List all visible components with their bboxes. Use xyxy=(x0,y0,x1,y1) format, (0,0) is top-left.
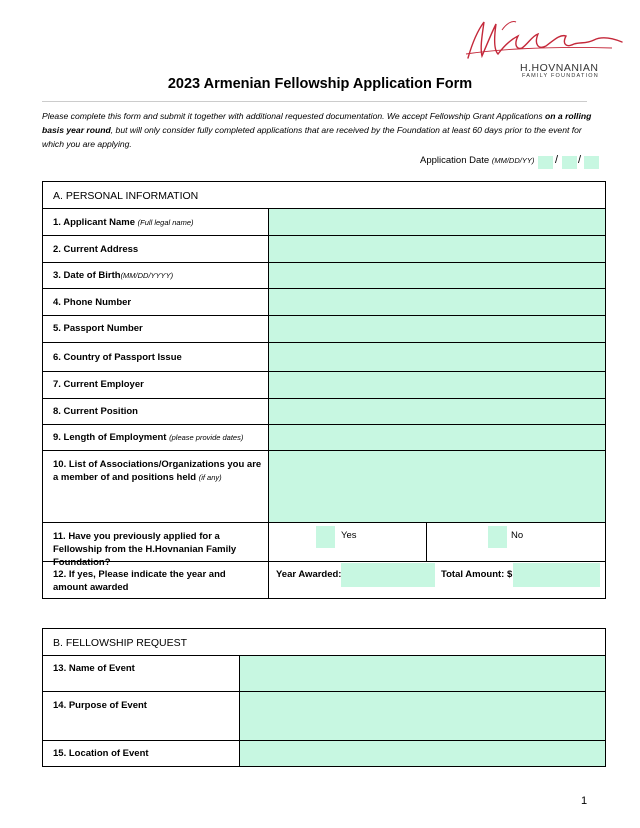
field-hint: (please provide dates) xyxy=(169,433,244,442)
signature-icon xyxy=(462,14,626,64)
no-checkbox[interactable] xyxy=(488,526,507,548)
application-date-text: Application Date xyxy=(420,155,490,166)
foundation-logo xyxy=(462,14,626,78)
field-hint: (Full legal name) xyxy=(137,218,194,227)
current-employer-input[interactable] xyxy=(269,372,605,398)
phone-number-input[interactable] xyxy=(269,289,605,315)
no-label: No xyxy=(511,530,524,541)
application-date-month-input[interactable] xyxy=(538,156,553,169)
yes-checkbox[interactable] xyxy=(316,526,335,548)
total-amount-input[interactable] xyxy=(513,563,600,587)
section-fellowship-request xyxy=(42,628,606,767)
year-awarded-label: Year Awarded: xyxy=(276,569,342,580)
row-country-of-passport xyxy=(43,342,605,371)
page-number: 1 xyxy=(581,795,588,807)
row-length-of-employment xyxy=(43,424,605,450)
field-label: 2. Current Address xyxy=(53,244,139,255)
intro-text xyxy=(42,109,592,151)
intro-bold: on a rolling basis year round xyxy=(42,111,592,135)
field-label: 13. Name of Event xyxy=(53,663,135,674)
current-address-input[interactable] xyxy=(269,236,605,262)
date-of-birth-input[interactable] xyxy=(269,263,605,288)
field-label: 11. Have you previously applied for a Fellowship from the H.Hovnanian Family Foundation? xyxy=(53,531,237,568)
row-phone-number xyxy=(43,288,605,315)
field-hint: (if any) xyxy=(198,473,222,482)
logo-subtitle: FAMILY FOUNDATION xyxy=(522,73,599,79)
row-name-of-event xyxy=(43,655,605,691)
field-label: 4. Phone Number xyxy=(53,297,132,308)
applicant-name-input[interactable] xyxy=(269,209,605,235)
field-label: 14. Purpose of Event xyxy=(53,700,147,711)
row-date-of-birth xyxy=(43,262,605,288)
field-label: 1. Applicant Name xyxy=(53,217,136,228)
passport-number-input[interactable] xyxy=(269,316,605,342)
current-position-input[interactable] xyxy=(269,399,605,424)
row-passport-number xyxy=(43,315,605,342)
page-title: 2023 Armenian Fellowship Application Form xyxy=(167,76,473,92)
row-current-address xyxy=(43,235,605,262)
application-date-label xyxy=(420,155,534,166)
field-label: 5. Passport Number xyxy=(53,323,143,334)
date-separator: / xyxy=(578,154,582,166)
row-current-position xyxy=(43,398,605,424)
application-date-year-input[interactable] xyxy=(584,156,599,169)
intro-part-1: Please complete this form and submit it together with additional requested documentation. We accept Fellowship Grant Applications xyxy=(42,111,546,121)
row-applicant-name xyxy=(43,208,605,235)
intro-part-2: , but will only consider fully completed applications that are received by the Foundation at least 60 days prior to the event for which you are applying. xyxy=(42,125,582,149)
row-previous-application xyxy=(43,522,605,568)
column-divider xyxy=(426,523,427,561)
row-year-amount-awarded xyxy=(43,561,605,598)
row-location-of-event xyxy=(43,740,605,766)
row-current-employer xyxy=(43,371,605,398)
row-associations xyxy=(43,450,605,522)
total-amount-label: Total Amount: $ xyxy=(441,569,513,580)
length-of-employment-input[interactable] xyxy=(269,425,605,450)
field-label: 7. Current Employer xyxy=(53,379,144,390)
application-date-format: (MM/DD/YY) xyxy=(491,156,535,165)
location-of-event-input[interactable] xyxy=(240,741,605,766)
field-hint: (MM/DD/YYYY) xyxy=(120,271,174,280)
country-of-passport-input[interactable] xyxy=(269,343,605,371)
year-awarded-input[interactable] xyxy=(341,563,435,587)
date-separator: / xyxy=(555,154,559,166)
field-label: 6. Country of Passport Issue xyxy=(53,352,182,363)
field-label: 8. Current Position xyxy=(53,406,138,417)
name-of-event-input[interactable] xyxy=(240,656,605,691)
application-date-day-input[interactable] xyxy=(562,156,577,169)
yes-label: Yes xyxy=(341,530,357,541)
field-label: 15. Location of Event xyxy=(53,748,149,759)
purpose-of-event-input[interactable] xyxy=(240,692,605,740)
divider xyxy=(42,101,587,102)
section-b-title: B. FELLOWSHIP REQUEST xyxy=(53,637,188,649)
section-personal-information xyxy=(42,181,606,599)
logo-name: H.HOVNANIAN xyxy=(520,62,599,74)
associations-input[interactable] xyxy=(269,451,605,522)
field-label: 12. If yes, Please indicate the year and amount awarded xyxy=(53,569,226,593)
field-label: 3. Date of Birth xyxy=(53,270,121,281)
field-label: 9. Length of Employment xyxy=(53,432,167,443)
section-a-title: A. PERSONAL INFORMATION xyxy=(53,190,199,202)
field-label: 10. List of Associations/Organizations you are a member of and positions held xyxy=(53,459,262,483)
row-purpose-of-event xyxy=(43,691,605,740)
